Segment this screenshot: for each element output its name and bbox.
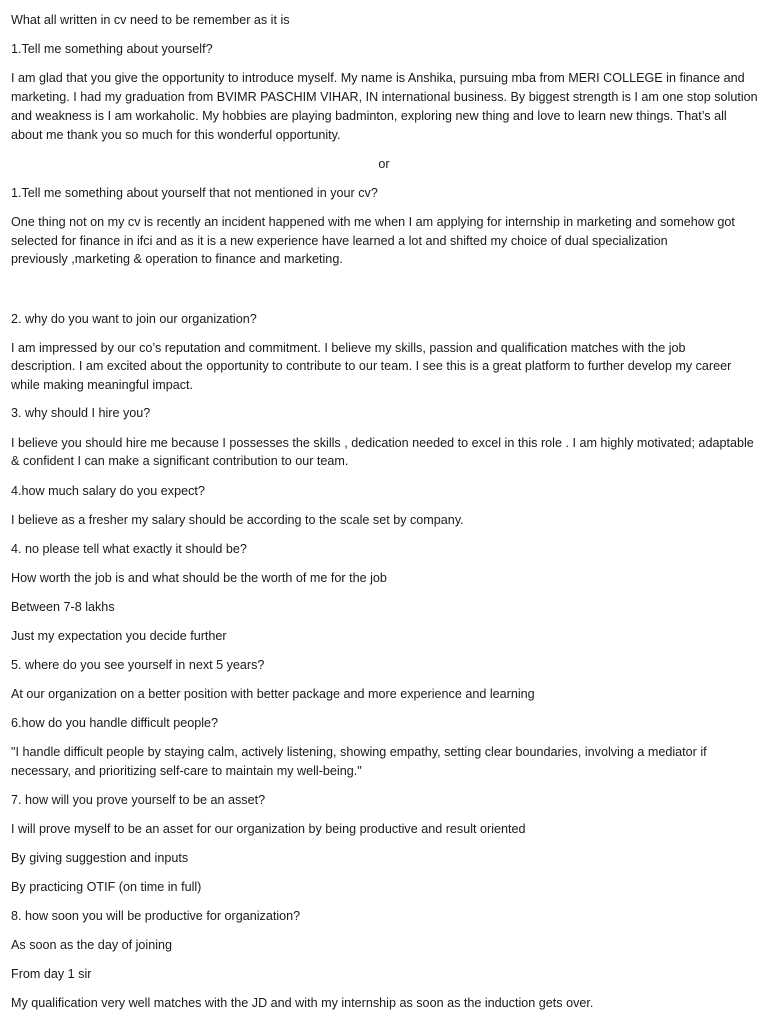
answer-7-line: By giving suggestion and inputs <box>11 851 189 865</box>
document-heading: What all written in cv need to be remember as it is <box>11 13 290 27</box>
question-3: 3. why should I hire you? <box>11 406 151 420</box>
answer-line: description. I am excited about the opportunity to contribute to our team. I see this is a great platform to further develop my career <box>11 359 732 373</box>
answer-line: necessary, and prioritizing self-care to maintain my well-being." <box>11 764 362 778</box>
or-separator: or <box>378 157 390 171</box>
answer-line: about me thank you so much for this wonderful opportunity. <box>11 128 341 142</box>
answer-5: At our organization on a better position with better package and more experience and learning <box>11 687 535 701</box>
answer-line: & confident I can make a significant contribution to our team. <box>11 454 349 468</box>
answer-4: I believe as a fresher my salary should be according to the scale set by company. <box>11 513 464 527</box>
question-8: 8. how soon you will be productive for organization? <box>11 909 301 923</box>
question-5: 5. where do you see yourself in next 5 years? <box>11 658 265 672</box>
answer-4b-line: How worth the job is and what should be the worth of me for the job <box>11 571 387 585</box>
question-7: 7. how will you prove yourself to be an asset? <box>11 793 266 807</box>
answer-line: marketing. I had my graduation from BVIMR PASCHIM VIHAR, IN international business. By biggest strength is I am one stop solution <box>11 90 758 104</box>
answer-line: One thing not on my cv is recently an incident happened with me when I am applying for internship in marketing and somehow got <box>11 215 735 229</box>
question-1: 1.Tell me something about yourself? <box>11 42 213 56</box>
answer-line: selected for finance in ifci and as it is a new experience have learned a lot and shifted my choice of dual specialization <box>11 234 668 248</box>
answer-7-line: By practicing OTIF (on time in full) <box>11 880 202 894</box>
answer-line: I am glad that you give the opportunity to introduce myself. My name is Anshika, pursuing mba from MERI COLLEGE in finance and <box>11 71 745 85</box>
answer-line: while making meaningful impact. <box>11 378 193 392</box>
answer-line: and weakness is I am workaholic. My hobbies are playing badminton, exploring new thing and love to learn new things. That’s all <box>11 109 727 123</box>
answer-8-line: As soon as the day of joining <box>11 938 173 952</box>
answer-line: I believe you should hire me because I possesses the skills , dedication needed to excel in this role . I am highly motivated; adaptable <box>11 436 754 450</box>
question-2: 2. why do you want to join our organization? <box>11 312 257 326</box>
answer-7-line: I will prove myself to be an asset for our organization by being productive and result oriented <box>11 822 526 836</box>
answer-line: "I handle difficult people by staying calm, actively listening, showing empathy, setting clear boundaries, involving a mediator if <box>11 745 707 759</box>
answer-4b-line: Just my expectation you decide further <box>11 629 227 643</box>
question-6: 6.how do you handle difficult people? <box>11 716 219 730</box>
question-4b: 4. no please tell what exactly it should be? <box>11 542 247 556</box>
answer-line: I am impressed by our co’s reputation and commitment. I believe my skills, passion and qualification matches with the job <box>11 341 686 355</box>
question-1b: 1.Tell me something about yourself that not mentioned in your cv? <box>11 186 378 200</box>
question-4: 4.how much salary do you expect? <box>11 484 205 498</box>
answer-8-line: My qualification very well matches with the JD and with my internship as soon as the induction gets over. <box>11 996 594 1010</box>
answer-8-line: From day 1 sir <box>11 967 92 981</box>
answer-4b-line: Between 7-8 lakhs <box>11 600 115 614</box>
answer-line: previously ,marketing & operation to finance and marketing. <box>11 252 343 266</box>
